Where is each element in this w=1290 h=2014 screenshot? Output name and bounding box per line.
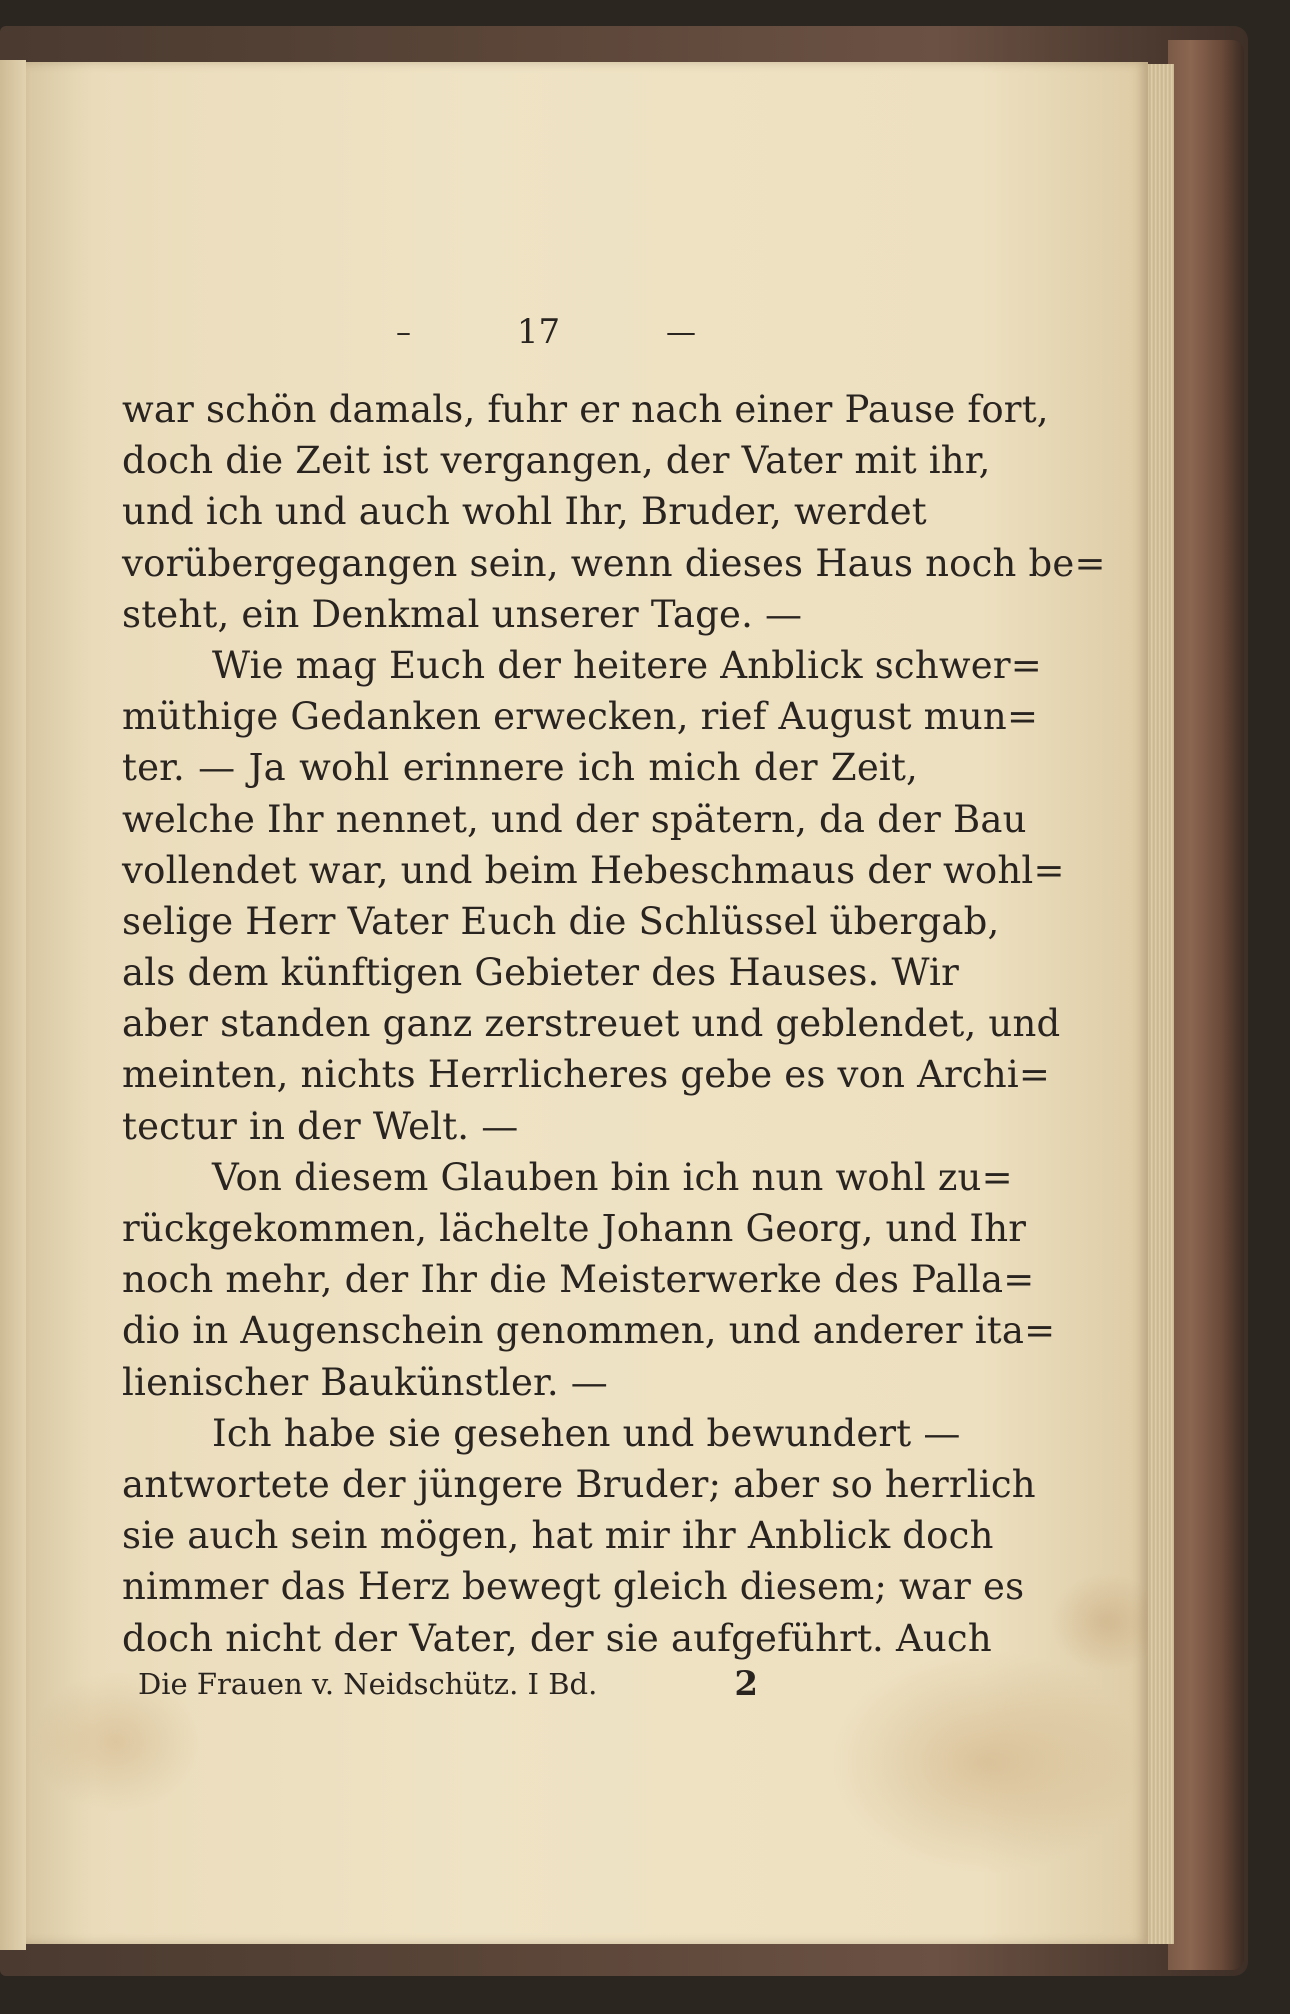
text-line: dio in Augenschein genommen, und anderer ita=	[122, 1309, 1056, 1353]
text-line: müthige Gedanken erwecken, rief August mun=	[122, 695, 1039, 739]
text-line: Von diesem Glauben bin ich nun wohl zu=	[212, 1155, 1013, 1199]
text-line: lienischer Baukünstler. —	[122, 1360, 608, 1404]
text-line: Ich habe sie gesehen und bewundert —	[212, 1411, 961, 1455]
text-line: sie auch sein mögen, hat mir ihr Anblick doch	[122, 1514, 994, 1558]
text-line: meinten, nichts Herrlicheres gebe es von Archi=	[122, 1053, 1051, 1097]
page-edges	[1148, 64, 1174, 1944]
text-line: tectur in der Welt. —	[122, 1104, 519, 1148]
footer-title: Die Frauen v. Neidschütz. I Bd.	[138, 1667, 598, 1701]
text-line: steht, ein Denkmal unserer Tage. —	[122, 592, 803, 636]
text-line: und ich und auch wohl Ihr, Bruder, werdet	[122, 490, 927, 534]
text-line: aber standen ganz zerstreuet und geblendet, und	[122, 1002, 1061, 1046]
text-line: Wie mag Euch der heitere Anblick schwer=	[212, 643, 1042, 687]
signature-mark: 2	[734, 1664, 758, 1704]
page-number: 17	[516, 312, 561, 352]
text-line: doch die Zeit ist vergangen, der Vater mit ihr,	[122, 439, 991, 483]
book-spine-edge	[1168, 40, 1244, 1970]
text-line: antwortete der jüngere Bruder; aber so herrlich	[122, 1462, 1036, 1506]
body-text	[122, 384, 1106, 1664]
text-line: nimmer das Herz bewegt gleich diesem; war es	[122, 1565, 1025, 1609]
text-line: vollendet war, und beim Hebeschmaus der wohl=	[122, 848, 1065, 892]
text-line: selige Herr Vater Euch die Schlüssel übergab,	[122, 899, 1000, 943]
header-dash-right: —	[665, 314, 696, 350]
text-line: war schön damals, fuhr er nach einer Pause fort,	[122, 388, 1049, 431]
text-line: welche Ihr nennet, und der spätern, da der Bau	[122, 797, 1027, 841]
text-line: ter. — Ja wohl erinnere ich mich der Zeit,	[122, 746, 918, 790]
text-line: noch mehr, der Ihr die Meisterwerke des Palla=	[122, 1258, 1035, 1302]
header-dash-left: –	[396, 314, 411, 350]
text-line: rückgekommen, lächelte Johann Georg, und Ihr	[122, 1207, 1027, 1250]
text-line: doch nicht der Vater, der sie aufgeführt. Auch	[122, 1616, 992, 1660]
text-line: als dem künftigen Gebieter des Hauses. Wir	[122, 951, 959, 995]
text-line: vorübergegangen sein, wenn dieses Haus noch be=	[122, 541, 1106, 585]
book-page	[26, 62, 1148, 1944]
page-footer	[138, 1664, 758, 1704]
facing-page-edge	[0, 60, 26, 1950]
page-header	[396, 312, 696, 352]
